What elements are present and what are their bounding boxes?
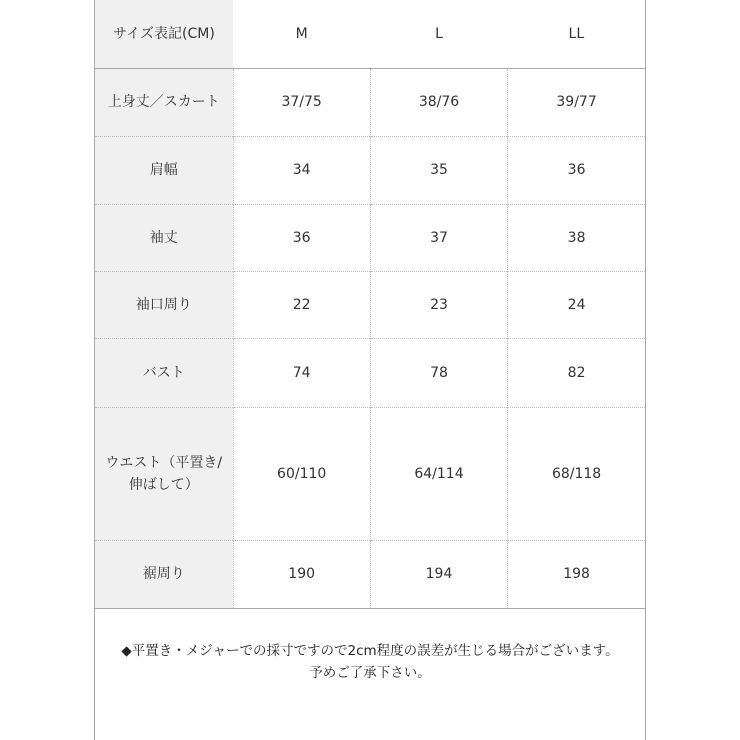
size-chart-frame <box>94 0 646 740</box>
value-text: 60/110 <box>277 465 327 482</box>
row-label-text: 袖丈 <box>149 229 178 246</box>
value-text: 36 <box>567 162 586 178</box>
header-cell-m <box>233 0 370 68</box>
note-line-2: 予めご了承下さい。 <box>309 665 431 681</box>
value-cell <box>370 540 507 608</box>
row-label <box>95 338 233 407</box>
row-label-line: 伸ばして） <box>128 476 199 493</box>
value-cell <box>370 271 507 338</box>
header-cell-l <box>370 0 507 68</box>
table-row <box>95 271 645 338</box>
row-label <box>95 68 233 136</box>
value-text: 35 <box>430 162 448 178</box>
header-text: サイズ表記(CM) <box>113 25 215 42</box>
value-cell <box>508 136 645 204</box>
value-text: 78 <box>430 364 448 381</box>
value-cell <box>233 136 370 204</box>
value-cell <box>233 407 370 540</box>
value-cell <box>233 338 370 407</box>
value-cell <box>233 540 370 608</box>
table-row <box>95 540 645 608</box>
table-header-row <box>95 0 645 68</box>
row-label <box>95 136 233 204</box>
value-text: 194 <box>425 566 453 582</box>
value-text: 64/114 <box>414 465 464 482</box>
row-label <box>95 204 233 271</box>
value-text: 68/118 <box>551 465 602 482</box>
value-text: 34 <box>292 162 311 178</box>
value-cell <box>370 136 507 204</box>
value-text: 190 <box>288 566 316 582</box>
row-label-text: 肩幅 <box>149 162 178 178</box>
value-text: 39/77 <box>556 94 597 110</box>
header-text: LL <box>568 25 585 42</box>
value-text: 23 <box>430 296 448 313</box>
row-label-text <box>105 452 222 496</box>
value-cell <box>508 540 645 608</box>
value-text: 82 <box>567 364 586 381</box>
header-text: L <box>435 25 443 42</box>
value-text: 38 <box>567 229 586 246</box>
value-text: 74 <box>292 364 311 381</box>
value-cell <box>508 407 645 540</box>
value-text: 24 <box>567 296 586 313</box>
value-cell <box>233 204 370 271</box>
row-label-text: 袖口周り <box>135 296 192 313</box>
value-cell <box>233 68 370 136</box>
note-line-1: ◆平置き・メジャーでの採寸ですので2cm程度の誤差が生じる場合がございます。 <box>121 643 619 659</box>
size-table <box>95 0 645 609</box>
value-cell <box>233 271 370 338</box>
value-cell <box>370 68 507 136</box>
value-cell <box>370 407 507 540</box>
table-row <box>95 407 645 540</box>
value-text: 22 <box>292 296 311 313</box>
value-cell <box>370 204 507 271</box>
value-cell <box>508 68 645 136</box>
row-label-text: 裾周り <box>142 566 185 582</box>
row-label <box>95 271 233 338</box>
header-cell-size-label <box>95 0 233 68</box>
row-label <box>95 540 233 608</box>
value-text: 198 <box>563 566 590 582</box>
table-row <box>95 136 645 204</box>
header-text: M <box>295 25 308 42</box>
row-label-text: バスト <box>142 364 185 381</box>
value-text: 37/75 <box>281 94 322 110</box>
value-cell <box>508 338 645 407</box>
value-cell <box>370 338 507 407</box>
table-row <box>95 204 645 271</box>
table-row <box>95 68 645 136</box>
measurement-note <box>95 640 645 684</box>
row-label-text: 上身丈／スカート <box>107 94 220 110</box>
value-cell <box>508 271 645 338</box>
header-cell-ll <box>508 0 645 68</box>
table-row <box>95 338 645 407</box>
value-text: 37 <box>430 229 448 246</box>
value-text: 36 <box>292 229 311 246</box>
value-cell <box>508 204 645 271</box>
row-label-line: ウエスト（平置き/ <box>105 454 223 471</box>
row-label <box>95 407 233 540</box>
value-text: 38/76 <box>418 94 460 110</box>
